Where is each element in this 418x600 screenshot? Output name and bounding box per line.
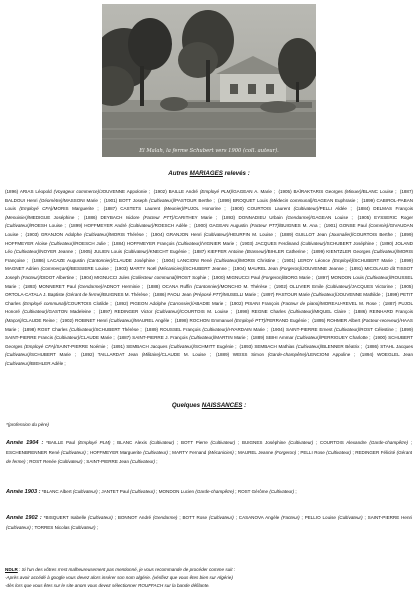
marriage-entry: (1891) MICOLAUD dit TISSOT Joseph (Facteur)/DIDOT Albertine ; xyxy=(5,266,413,280)
marriage-entry: (1886) DEYBACH Isidore (Facteur PTT)/CARITHEY Marie ; xyxy=(83,214,221,220)
marriage-entry: (1904) GRANJON Henri (Cultivateur)/HEURFIN M. Louise ; xyxy=(150,231,279,237)
ndlr-label: NDLR xyxy=(5,567,18,572)
footnote-line-2: -Après avoir accédé à google vous devez alors insérer son nom algérie. (vérifiez que vous êtes bien sur Algérie) xyxy=(5,575,233,581)
births-group-1902 xyxy=(6,513,412,532)
marriage-entry: (1903) MARTY Noël (Mécanicien)/SCHUBERT Jeanne ; xyxy=(114,266,232,272)
marriage-entry: (1887) SAINT-PIERRE J. François (Cultivateur)/MARTIN Marie ; xyxy=(117,335,250,341)
marriage-entry: (1892) PIGEON Adolphe (Carrossier)/ABADIE Marie ; xyxy=(114,300,229,306)
marriage-entry: (1886) REINHARD François (Maçon)/CLAUDE Reine ; xyxy=(5,309,413,323)
marriages-list xyxy=(5,188,413,398)
marriage-entry: (1900) COURTOIS Laurent (Cultivateur)/PELLI Aldée ; xyxy=(230,206,356,212)
marriage-entry: (1898) ROST Charles (Cultivateur)/SCHUBERT Thérèse ; xyxy=(22,326,144,332)
farm-photo xyxy=(102,4,316,157)
marriage-entry: (1887) PUJOL Honoré (Cultivateur)/GASTON Madeleine ; xyxy=(5,300,413,315)
marriage-entry: (1899) SAINT-PIERRE Francis (Cultivateur)/CLAUDE Marie ; xyxy=(5,326,413,341)
marriage-entry: (1898) REGNE Charles (Cultivateur)/MIQUEL Claire ; xyxy=(235,309,353,315)
marriage-entry: (1889) WEISS Simon (Garde-champêtre)/LENCIONI Appoline ; xyxy=(215,352,359,358)
marriage-entry: (1899) HOFFMEYER Aloise (Cultivateur)/ROESCH Julie ; xyxy=(5,231,413,246)
marriage-entry: (1905) EYSSERIC Roger (Cultivateur)/ROESH Louise ; xyxy=(5,214,413,229)
marriage-entry: (1893) DONNADIEU Urbain (Gendarme)/GAGEAN Louise ; xyxy=(221,214,357,220)
farm-photo-image xyxy=(102,4,316,157)
marriage-entry: (1894) WOEGLEL Jean (Cultivateur)/BIEHLER Adèle ; xyxy=(5,352,413,366)
marriage-entry: (1891) SEMBACH Jacques (Cultivateur)/SCHMITT Eugénie ; xyxy=(111,343,239,349)
marriage-entry: (1893) SEMBACH Mathias (Cultivateur)/BLENNER Béatrix ; xyxy=(239,343,365,349)
marriage-entry: (1902) ROBINET Henri (Cultivateur)/MAUREL Angèle ; xyxy=(60,317,174,323)
marriage-entry: (1887) CASTETS Laurent (Meunier)/PUJOL Honorine ; xyxy=(103,206,230,212)
births-title: Quelques NAISSANCES : xyxy=(171,402,247,409)
footnote xyxy=(5,566,413,591)
photo-caption: El Malah, la ferme Schubert vers 1900 (coll. auteur). xyxy=(139,148,279,154)
marriage-entry: (1898) ROCHON Emmanuel (Employé PTT)/FERRAND Eugénie ; xyxy=(174,317,311,323)
marriage-entry: (1897) REDINGER Victor (Cultivateur)/COURTOIS M. Louise ; xyxy=(98,309,235,315)
marriage-entry: (1888) OCANA Ruffin (Cantonnier)/MONCHO M. Thérèse ; xyxy=(146,283,273,289)
footnote-line-3: -dès lors que vous êtes sur le site anom vous devez sélectionner ROUFFACH sur la bande défilante. xyxy=(5,583,210,589)
footnote-line-1: NDLR : Si l'un des vôtres n'est malheureusement pas mentionné, je vous recommande de procéder comme suit : xyxy=(5,567,236,572)
marriage-entry: (1890) JOLAND Léo (Cultivateur)/NOYER Jeanne ; xyxy=(5,240,413,255)
marriage-entry: (1884) HOFFMEYER François (Cultivateur)/VIGNIER Marie ; xyxy=(111,240,239,246)
marriage-entry: (1904) MIGNUCCI Jules (Collecteur communal)/ROST Sophie ; xyxy=(79,274,211,280)
marriage-entry: (1899) BROQUET Louis (Médecin communal)/GAGEAN Euphrasie ; xyxy=(217,197,361,203)
marriage-entry: (1900) GAGEAN Augustin (Facteur PTT)/BUIGNES M. Ana ; xyxy=(194,223,323,229)
birth-year: Année 1902 : xyxy=(6,515,42,521)
birth-entries: *BAILLE Paul (Employé PLM) ; BLANC Alexis (Cultivateur) ; BOTT Pierre (Cultivateur) ; BUIGNES Joséphine (Cultivateur) ; COURTOIS Alexandre (Garde-champêtre) ; ESCHENBRENNER René (Cultivateur) ; HOFFMEYER Marguerite (Cultivateur) ; MARTY Fernand (Mécanicien) ; MAUREL Jeanne (Forgeron) ; PELLI Rose (Cultivateur) ; REDINGER Félicité (Gérant de ferme) ; ROST Renée (Cultivateur) ; SAINT-PIERRE Jean (Cultivateur) ; xyxy=(6,440,412,465)
marriage-entry: (1895) ROHMER Albert (Facteur-receveur)/HAAS Marie ; xyxy=(5,317,413,332)
marriage-entry: (1889) ROUSSEL François (Cultivateur)/HYARDAIN Marie ; xyxy=(144,326,270,332)
marriage-entry: (1887) KIEFFER Antoine (Brasseur)/BIHLER Catherine ; xyxy=(192,249,311,255)
birth-year: Année 1904 : xyxy=(6,440,44,446)
birth-entries: *BLANC Albert (Cultivateur) ; JANTET Paul (Cultivateur) ; MONDON Lucien (Garde-champêtre) ; ROST Gérôme (Cultivateur) ; xyxy=(40,489,297,494)
marriage-entry: (1886) PAOLI Jean (Préposé PTT)/MUSELLI Marie ; xyxy=(152,292,260,298)
marriage-entry: (1901) LEROY Léonce (Employé)/SCHUBERT Marie ; xyxy=(282,257,399,263)
marriage-entry: (1899) CABIROL-PABAN Louis (Employé CFA)/MORIS Marguerite ; xyxy=(5,197,413,212)
marriage-entry: (1901) GONSE Paul (Commis)/GIVAUDAN Louise ; xyxy=(5,223,413,237)
marriage-entry: (1905) JULIEN Louis (Cultivateur)/KNECHT Eugénie ; xyxy=(79,249,192,255)
marriage-entry: (1904) SAINT-PIERRE Ernest (Cultivateur)/ROST Célestine ; xyxy=(271,326,399,332)
birth-year: Année 1903 : xyxy=(6,489,41,495)
marriage-entry: (1899) PETIT Charles (Employé communal)/COURTOIS Clotilde ; xyxy=(5,292,413,306)
marriage-entry: (1886) STAHL Jacques (Cultivateur)/SCHUBERT Marie ; xyxy=(5,343,413,358)
births-group-1903 xyxy=(6,487,412,497)
birth-entries: *BISQUERT Isabelle (Cultivateur) ; BONNOT André (Gendarme) ; BOTT Rose (Cultivateur) ; CASANOVA Angèle (Facteur) ; PELLIO Louise (Cultivateur) ; SAINT-PIERRE Henri (Cultivateur) ; TORRES Nicolas (Cultivateur) ; xyxy=(6,515,412,531)
marriage-entry: (1896) ARIAS Léopold (Voyageur commerce)/JOUVENNE Appolonie ; xyxy=(5,189,153,194)
marriage-entry: (1901) BOTT Joseph (Cultivateur)/PASTOUR Berthe ; xyxy=(104,197,217,203)
marriage-entry: (1905) BAÏRAKTARIS Georges (Minuer)/BLANC Louise ; xyxy=(278,189,399,194)
marriage-entry: (1904) LANCIONI René (Cultivateur)/MORIS Christine ; xyxy=(161,257,281,263)
marriage-entry: (1889) SBIHI Ammar (Cultivateur)/PERRIGUEY Charlotte ; xyxy=(251,335,373,341)
marriage-entry: (1884) DELMAS François (Menuisier)/MEDIGUE Joséphine ; xyxy=(5,206,413,220)
marriages-title: Autres MARIAGES relevés : xyxy=(168,170,250,177)
marriage-entry: (1902) BAILLE André (Employé PLM)/GAGEAN A. Marie ; xyxy=(153,189,278,194)
marriage-entry: (1886) LACAZE Augustin (Cantonnier)/CLAUDE Joséphine ; xyxy=(32,257,161,263)
marriage-entry: (1897) MONDON Louis (Cultivateur)/ROUSSEL Marie ; xyxy=(5,274,413,289)
marriage-entry: (1902) PISANI François (Facteur de piano)/MOREAU-REVEL M. Rose ; xyxy=(229,300,382,306)
births-group-1904 xyxy=(6,438,412,466)
marriage-entry: (1892) TAILLARDAT Jean (Militaire)/CLAUDE M. Louise ; xyxy=(80,352,215,358)
marriage-entry: (1897) PASTOUR Marie (Cultivateur)/JOUVENNE Mathilde ; xyxy=(261,292,385,298)
marriage-entry: (1903) JACQUES Ferdinand (Cultivateur)/SCHUBERT Joséphine ; xyxy=(240,240,379,246)
marriage-entry: (1889) GUILLOT Jean (Journalier)/COURTOIS Berthe ; xyxy=(279,231,399,237)
marriage-entry: (1899) MAGNET Adrien (Commerçant)/BESSIERE Louise ; xyxy=(5,257,413,272)
marriage-entry: (1899) HOFFMEYER André (Cultivateur)/ROESCH Adèle ; xyxy=(69,223,193,229)
marriage-entry: (1900) SCHUBERT Georges (Employé CFA)/SAINT-PIERRE Noémie ; xyxy=(5,335,413,349)
marriage-entry: (1893) MONNERET Paul (Gendarme)/ADNOT Herminie ; xyxy=(23,283,146,289)
marriage-entry: (1900) MIGNUCCI Paul (Forgeron)/BORG Marie ; xyxy=(211,274,315,280)
marriage-entry: (1902) OLLIVIER Emile (Cultivateur)/JACQUES Victorine ; xyxy=(274,283,399,289)
marriage-entry: (1887) BALDOUI Henri (Géomètre)/MASSONI Marie ; xyxy=(5,189,413,203)
profession-note: *(profession du père) xyxy=(6,422,49,427)
marriage-entry: (1905) ORTOLA-CATALA J. Baptiste (Gérant de ferme)/BUIGNES M. Thérèse ; xyxy=(5,283,413,298)
marriage-entry: (1904) MAUREL Jean (Forgeron)/JOUVENNE Jeanne ; xyxy=(232,266,349,272)
marriage-entry: (1903) GRANJON Adolphe (Cultivateur)/MORIS Thérèse ; xyxy=(25,231,150,237)
marriage-entry: (1899) KIENTZLER Georges (Cultivateur)/MORIS Françoise ; xyxy=(5,249,413,263)
